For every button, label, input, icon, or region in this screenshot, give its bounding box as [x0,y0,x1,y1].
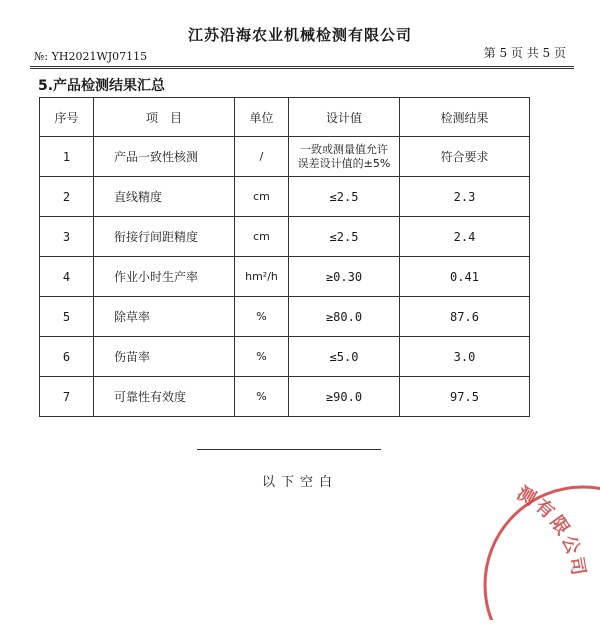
header-item: 项 目 [94,98,235,137]
row-result: 97.5 [400,377,530,417]
row-unit: cm [235,217,289,257]
row-unit: hm²/h [235,257,289,297]
header-design: 设计值 [289,98,400,137]
header-result: 检测结果 [400,98,530,137]
company-seal-stamp [468,470,600,620]
section-title: 5.产品检测结果汇总 [38,78,166,94]
row-no: 3 [40,217,94,257]
row-item: 除草率 [94,297,235,337]
results-table [39,97,530,417]
table-row [40,297,530,337]
row-item: 直线精度 [94,177,235,217]
row-design-line1: 一致或测量值允许 [300,142,388,156]
row-result: 2.4 [400,217,530,257]
table-row [40,257,530,297]
row-design: ≤5.0 [289,337,400,377]
table-row [40,137,530,177]
footer-rule [197,449,381,450]
svg-text:测有限公司: 测有限公司 [513,482,590,580]
row-result: 2.3 [400,177,530,217]
table-header-row [40,98,530,137]
row-design: ≥90.0 [289,377,400,417]
row-design: ≥80.0 [289,297,400,337]
company-title: 江苏沿海农业机械检测有限公司 [187,26,412,44]
row-result: 0.41 [400,257,530,297]
row-no: 2 [40,177,94,217]
document-number: №: YH2021WJ07115 [34,50,148,63]
row-item: 可靠性有效度 [94,377,235,417]
row-unit: % [235,337,289,377]
header-rule-top [30,66,574,67]
row-no: 7 [40,377,94,417]
row-item: 产品一致性核测 [94,137,235,177]
row-no: 1 [40,137,94,177]
table-row [40,177,530,217]
row-no: 6 [40,337,94,377]
row-item: 作业小时生产率 [94,257,235,297]
row-item: 衔接行间距精度 [94,217,235,257]
row-result: 87.6 [400,297,530,337]
row-unit: % [235,297,289,337]
row-result: 符合要求 [400,137,530,177]
row-design-line2: 误差设计值的±5% [297,156,391,170]
header-unit: 单位 [235,98,289,137]
row-design [289,137,400,177]
header-no: 序号 [40,98,94,137]
row-no: 4 [40,257,94,297]
row-design: ≥0.30 [289,257,400,297]
row-no: 5 [40,297,94,337]
row-unit: cm [235,177,289,217]
table-row [40,377,530,417]
table-row [40,217,530,257]
row-result: 3.0 [400,337,530,377]
row-unit: % [235,377,289,417]
row-item: 伤苗率 [94,337,235,377]
page-info: 第 5 页 共 5 页 [483,46,566,60]
row-unit: / [235,137,289,177]
row-design: ≤2.5 [289,217,400,257]
blank-marker: 以下空白 [261,475,338,490]
table-row [40,337,530,377]
header-rule-bottom [30,68,574,69]
row-design: ≤2.5 [289,177,400,217]
